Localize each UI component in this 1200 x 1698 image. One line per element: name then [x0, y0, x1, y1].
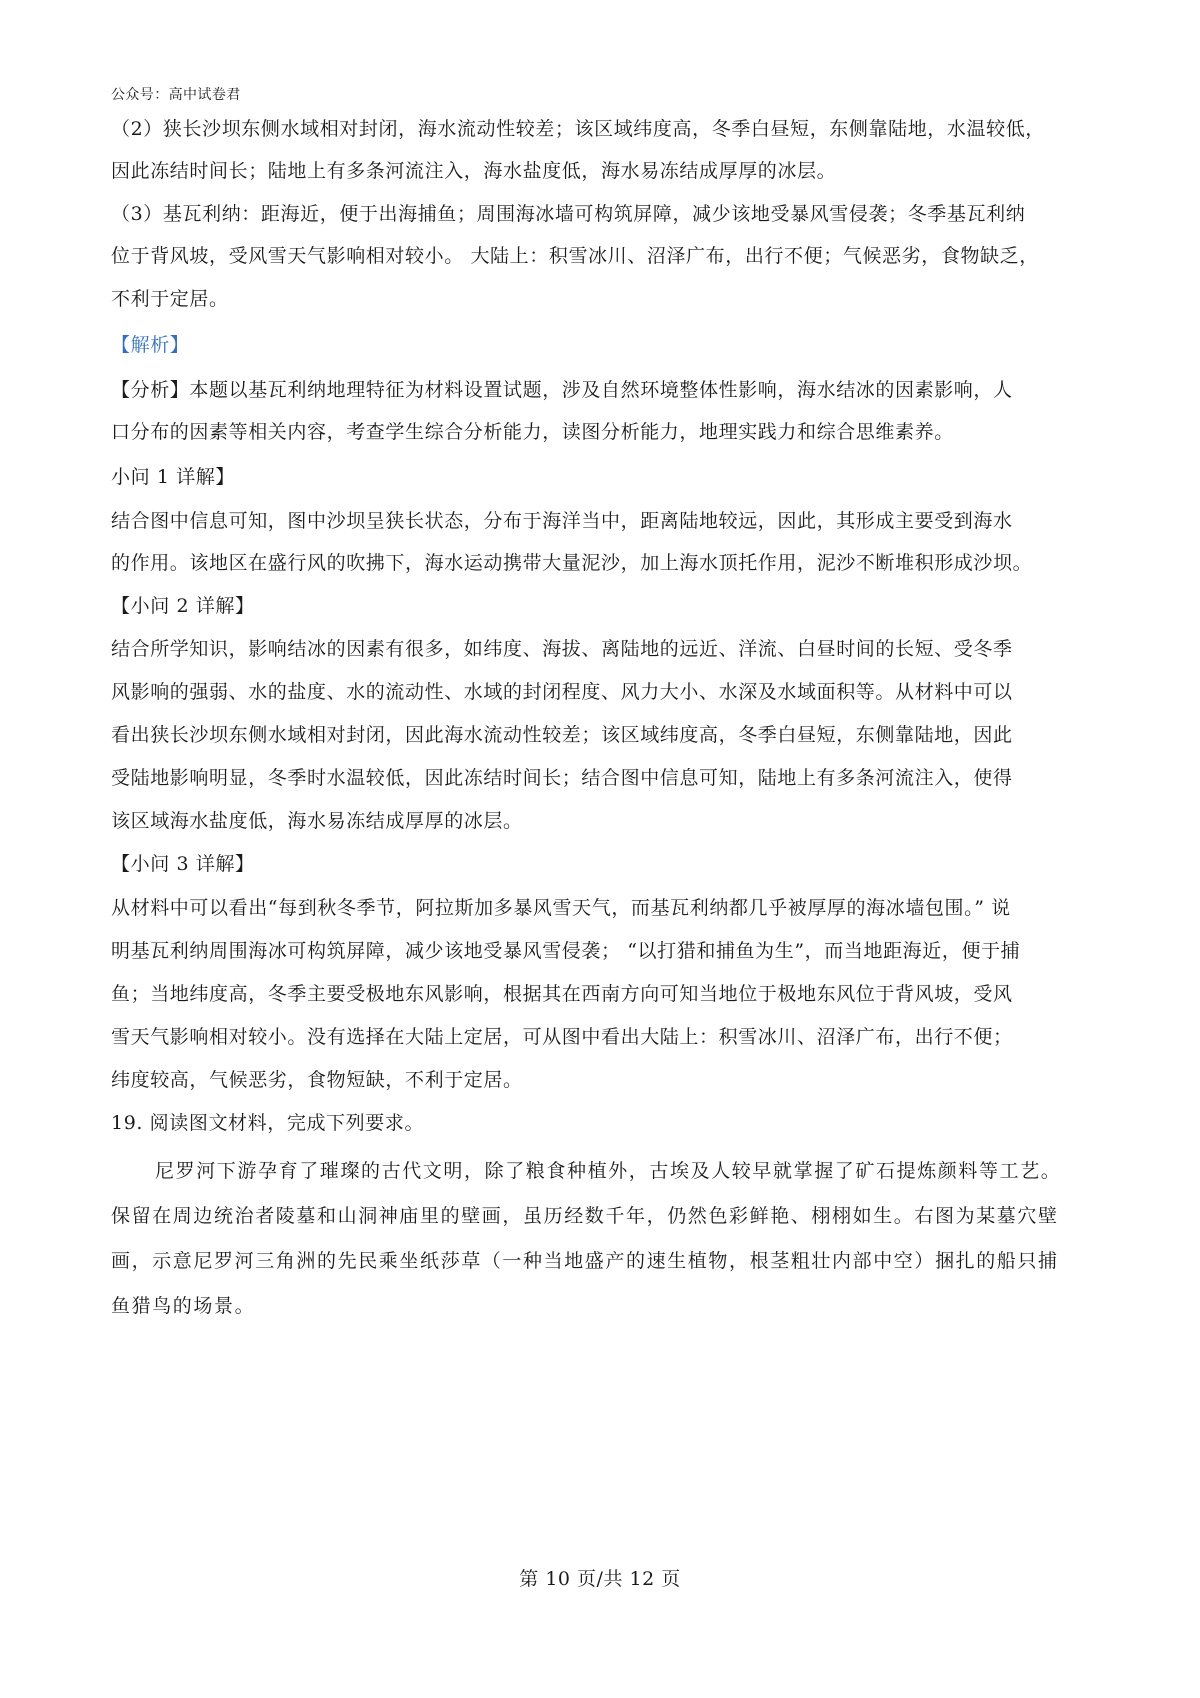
- question-2-line-1: 结合所学知识，影响结冰的因素有很多，如纬度、海拔、离陆地的远近、洋流、白昼时间的长短、受冬季: [111, 638, 1013, 660]
- page-header-source: 公众号：高中试卷君: [111, 87, 241, 103]
- question-1-line-2: 的作用。该地区在盛行风的吹拂下，海水运动携带大量泥沙，加上海水顶托作用，泥沙不断堆积形成沙坝。: [111, 552, 1033, 574]
- answer-3-line-2: 位于背风坡，受风雪天气影响相对较小。 大陆上：积雪冰川、沼泽广布，出行不便；气候恶劣，食物缺乏，: [111, 245, 1039, 267]
- question-3-line-4: 雪天气影响相对较小。没有选择在大陆上定居，可从图中看出大陆上：积雪冰川、沼泽广布，出行不便；: [111, 1026, 1013, 1048]
- answer-3-line-3: 不利于定居。: [111, 288, 229, 310]
- question-19-material-line-4: 鱼猎鸟的场景。: [111, 1295, 256, 1317]
- question-3-line-1: 从材料中可以看出“每到秋冬季节，阿拉斯加多暴风雪天气，而基瓦利纳都几乎被厚厚的海冰墙包围。” 说: [111, 897, 1011, 919]
- question-3-line-5: 纬度较高，气候恶劣，食物短缺，不利于定居。: [111, 1069, 523, 1091]
- question-19-stem: 19. 阅读图文材料，完成下列要求。: [111, 1112, 425, 1134]
- question-19-material-line-3: 画，示意尼罗河三角洲的先民乘坐纸莎草（一种当地盛产的速生植物，根茎粗壮内部中空）捆扎的船只捕: [111, 1250, 1059, 1272]
- question-2-line-5: 该区域海水盐度低，海水易冻结成厚厚的冰层。: [111, 810, 523, 832]
- question-3-heading: 【小问 3 详解】: [111, 853, 255, 875]
- question-2-line-3: 看出狭长沙坝东侧水域相对封闭，因此海水流动性较差；该区域纬度高，冬季白昼短，东侧靠陆地，因此: [111, 724, 1013, 746]
- question-2-heading: 【小问 2 详解】: [111, 595, 255, 617]
- question-19-material-line-1: 尼罗河下游孕育了璀璨的古代文明，除了粮食种植外，古埃及人较早就掌握了矿石提炼颜料等工艺。: [155, 1160, 1062, 1182]
- answer-2-line-1: （2）狭长沙坝东侧水域相对封闭，海水流动性较差；该区域纬度高，冬季白昼短，东侧靠陆地，水温较低，: [111, 118, 1045, 140]
- question-1-heading: 小问 1 详解】: [111, 466, 235, 488]
- question-1-line-1: 结合图中信息可知，图中沙坝呈狭长状态，分布于海洋当中，距离陆地较远，因此，其形成主要受到海水: [111, 510, 1013, 532]
- question-3-line-2: 明基瓦利纳周围海冰可构筑屏障，减少该地受暴风雪侵袭； “以打猎和捕鱼为生”，而当地距海近，便于捕: [111, 940, 1021, 962]
- question-19-material-line-2: 保留在周边统治者陵墓和山洞神庙里的壁画，虽历经数千年，仍然色彩鲜艳、栩栩如生。右图为某墓穴壁: [111, 1205, 1059, 1227]
- question-3-line-3: 鱼；当地纬度高，冬季主要受极地东风影响，根据其在西南方向可知当地位于极地东风位于背风坡，受风: [111, 983, 1013, 1005]
- question-2-line-2: 风影响的强弱、水的盐度、水的流动性、水域的封闭程度、风力大小、水深及水域面积等。从材料中可以: [111, 681, 1013, 703]
- answer-2-line-2: 因此冻结时间长；陆地上有多条河流注入，海水盐度低，海水易冻结成厚厚的冰层。: [111, 160, 837, 182]
- question-2-line-4: 受陆地影响明显，冬季时水温较低，因此冻结时间长；结合图中信息可知，陆地上有多条河流注入，使得: [111, 767, 1013, 789]
- analysis-fenxi-line-1: 【分析】本题以基瓦利纳地理特征为材料设置试题，涉及自然环境整体性影响，海水结冰的因素影响，人: [111, 379, 1013, 401]
- analysis-fenxi-line-2: 口分布的因素等相关内容，考查学生综合分析能力，读图分析能力，地理实践力和综合思维素养。: [111, 421, 954, 443]
- page-number-footer: 第 10 页/共 12 页: [519, 1568, 681, 1590]
- answer-3-line-1: （3）基瓦利纳：距海近，便于出海捕鱼；周围海冰墙可构筑屏障，减少该地受暴风雪侵袭；冬季基瓦利纳: [111, 203, 1026, 225]
- analysis-heading: 【解析】: [111, 334, 190, 356]
